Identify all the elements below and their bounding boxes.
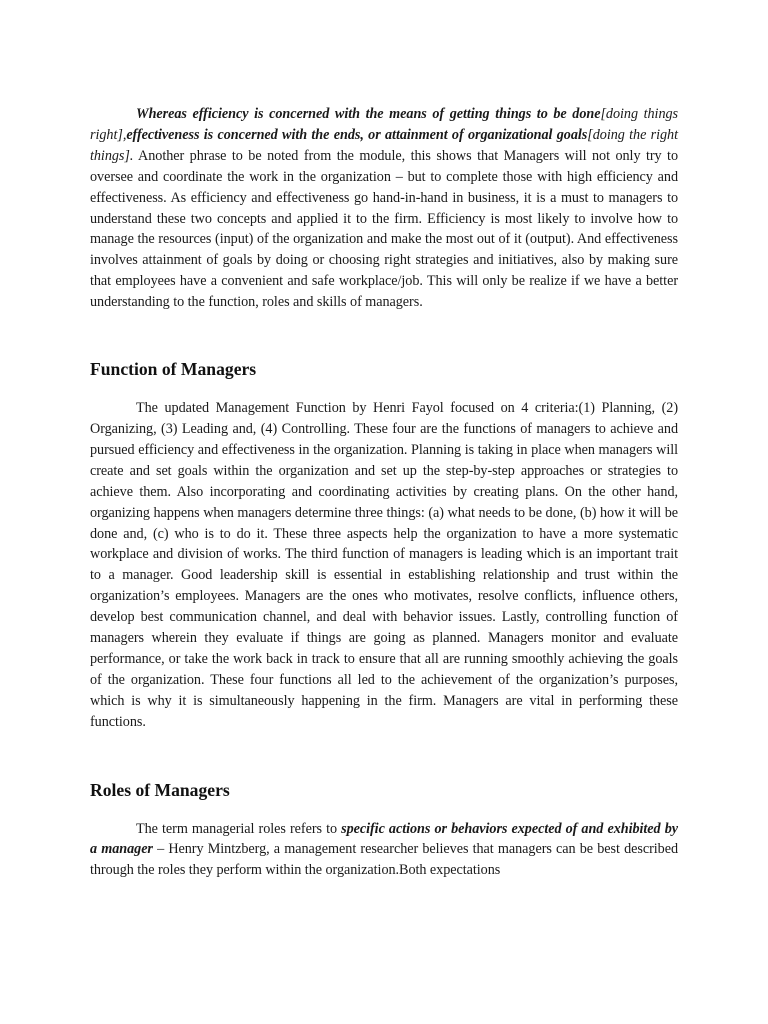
intro-effectiveness-definition: effectiveness is concerned with the ends, or attainment of organizational goals [126, 126, 588, 143]
intro-doing-things-right: [doing things right], [90, 106, 678, 143]
roles-definition: specific actions or behaviors expected of and exhibited by a manager [90, 820, 678, 858]
roles-of-managers-heading: Roles of Managers [90, 779, 230, 800]
function-of-managers-heading: Function of Managers [90, 359, 257, 380]
document-content [90, 104, 678, 881]
function-of-managers-paragraph: The updated Management Function by Henri Fayol focused on 4 criteria:(1) Planning, (2) Organizing, (3) Leading and, (4) Controlling. These four are the functions of managers to achieve and pursued efficiency and effectiveness in the organization. Planning is taking in place when managers will create and set goals within the organization and set up the step-by-step approaches or strategies to achieve them. Also incorporating and coordinating activities by creating plans. On the other hand, organizing happens when managers determine three things: (a) what needs to be done, (b) how it will be done and, (c) who is to do it. These three aspects help the organization to have a more systematic workplace and division of works. The third function of managers is leading which is an important trait to a manager. Good leadership skill is essential in establishing relationship and trust within the organization’s employees. Managers are the ones who motivates, resolve conflicts, influence others, develop best communication channel, and deal with behavior issues. Lastly, controlling function of managers wherein they evaluate if things are going as planned. Managers monitor and evaluate performance, or take the work back in track to ensure that all are running smoothly achieving the goals of the organization. These four functions all led to the achievement of the organization’s purposes, which is why it is simultaneously happening in the firm. Managers are vital in performing these functions. [90, 400, 678, 730]
intro-efficiency-definition: Whereas efficiency is concerned with the means of getting things to be done [136, 106, 601, 122]
roles-of-managers-paragraph [90, 819, 678, 882]
roles-intro-text: The term managerial roles refers to [136, 820, 342, 837]
intro-body-text: Another phrase to be noted from the module, this shows that Managers will not only try to oversee and coordinate the work in the organization – but to complete those with high efficiency and effectiveness. As efficiency and effectiveness go hand-in-hand in business, it is a must to managers to understand these two concepts and applied it to the firm. Efficiency is most likely to involve how to manage the resources (input) of the organization and make the most out of it (output). And effectiveness involves attainment of goals by doing or choosing right strategies and initiatives, also by making sure that employees have a convenient and safe workplace/job. This will only be realize if we have a better understanding to the function, roles and skills of managers. [90, 147, 678, 311]
intro-doing-the-right-things: [doing the right things]. [90, 126, 678, 164]
roles-body-text: – Henry Mintzberg, a management researcher believes that managers can be best described through the roles they perform within the organization.Both expectations [90, 841, 678, 879]
intro-paragraph [90, 104, 678, 313]
